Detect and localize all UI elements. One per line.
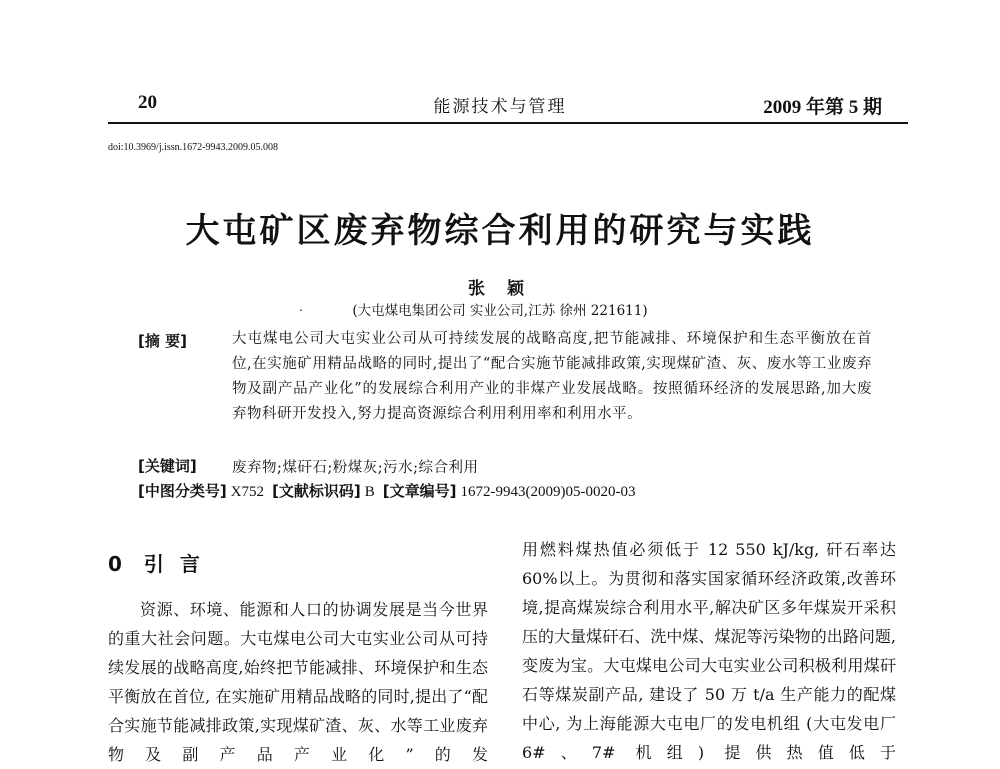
article-number-value: 1672-9943(2009)05-0020-03: [460, 484, 636, 500]
section-heading: [108, 548, 216, 577]
body-right-column: 用燃料煤热值必须低于 12 550 kJ/kg, 矸石率达60%以上。为贯彻和落实国家循环经济政策,改善环境,提高煤炭综合利用水平,解决矿区多年煤炭开采积压的大量煤矸石、洗中煤、煤泥等污染物的出路问题,变废为宝。大屯煤电公司大屯实业公司积极利用煤矸石等煤炭副产品, 建设了 50 万 t/a 生产能力的配煤中心, 为上海能源大屯电厂的发电机组 (大屯发电厂 6#、7# 机组) 提供热值低于: [522, 540, 896, 762]
clc-label: [中图分类号]: [138, 482, 227, 500]
section-number: 0: [108, 552, 122, 576]
affiliation: (大屯煤电集团公司 实业公司,江苏 徐州 221611): [352, 303, 648, 319]
keywords-text: 废弃物;煤矸石;粉煤灰;污水;综合利用: [232, 460, 479, 476]
doi: doi:10.3969/j.issn.1672-9943.2009.05.008: [108, 142, 279, 153]
author: 张 颖: [468, 279, 532, 299]
keywords-label: [关键词]: [138, 457, 197, 475]
doc-code-label: [文献标识码]: [272, 482, 361, 500]
article-number-label: [文章编号]: [382, 482, 457, 500]
article-title: 大屯矿区废弃物综合利用的研究与实践: [185, 211, 815, 251]
clc-value: X752: [230, 484, 265, 500]
page-number: 20: [138, 92, 157, 113]
body-left-column: 资源、环境、能源和人口的协调发展是当今世界的重大社会问题。大屯煤电公司大屯实业公司从可持续发展的战略高度,始终把节能减排、环境保护和生态平衡放在首位, 在实施矿用精品战略的同时,提出了“配合实施节能减排政策,实现煤矿渣、灰、水等工业废弃物及副产品产业化”的发: [108, 600, 488, 764]
section-title: 引言: [143, 552, 216, 576]
journal-name: 能源技术与管理: [433, 97, 567, 117]
doc-code-value: B: [364, 484, 375, 500]
abstract-label: [摘 要]: [138, 332, 187, 350]
issue-label: 2009 年第 5 期: [763, 97, 882, 118]
stray-mark: .: [299, 300, 303, 314]
classification-row: [138, 480, 644, 501]
header-rule: [108, 122, 908, 124]
abstract-text: 大屯煤电公司大屯实业公司从可持续发展的战略高度,把节能减排、环境保护和生态平衡放在首位,在实施矿用精品战略的同时,提出了“配合实施节能减排政策,实现煤矿渣、灰、废水等工业废弃物及副产品产业化”的发展综合利用产业的非煤产业发展战略。按照循环经济的发展思路,加大废弃物科研开发投入,努力提高资源综合利用利用率和利用水平。: [232, 331, 872, 422]
